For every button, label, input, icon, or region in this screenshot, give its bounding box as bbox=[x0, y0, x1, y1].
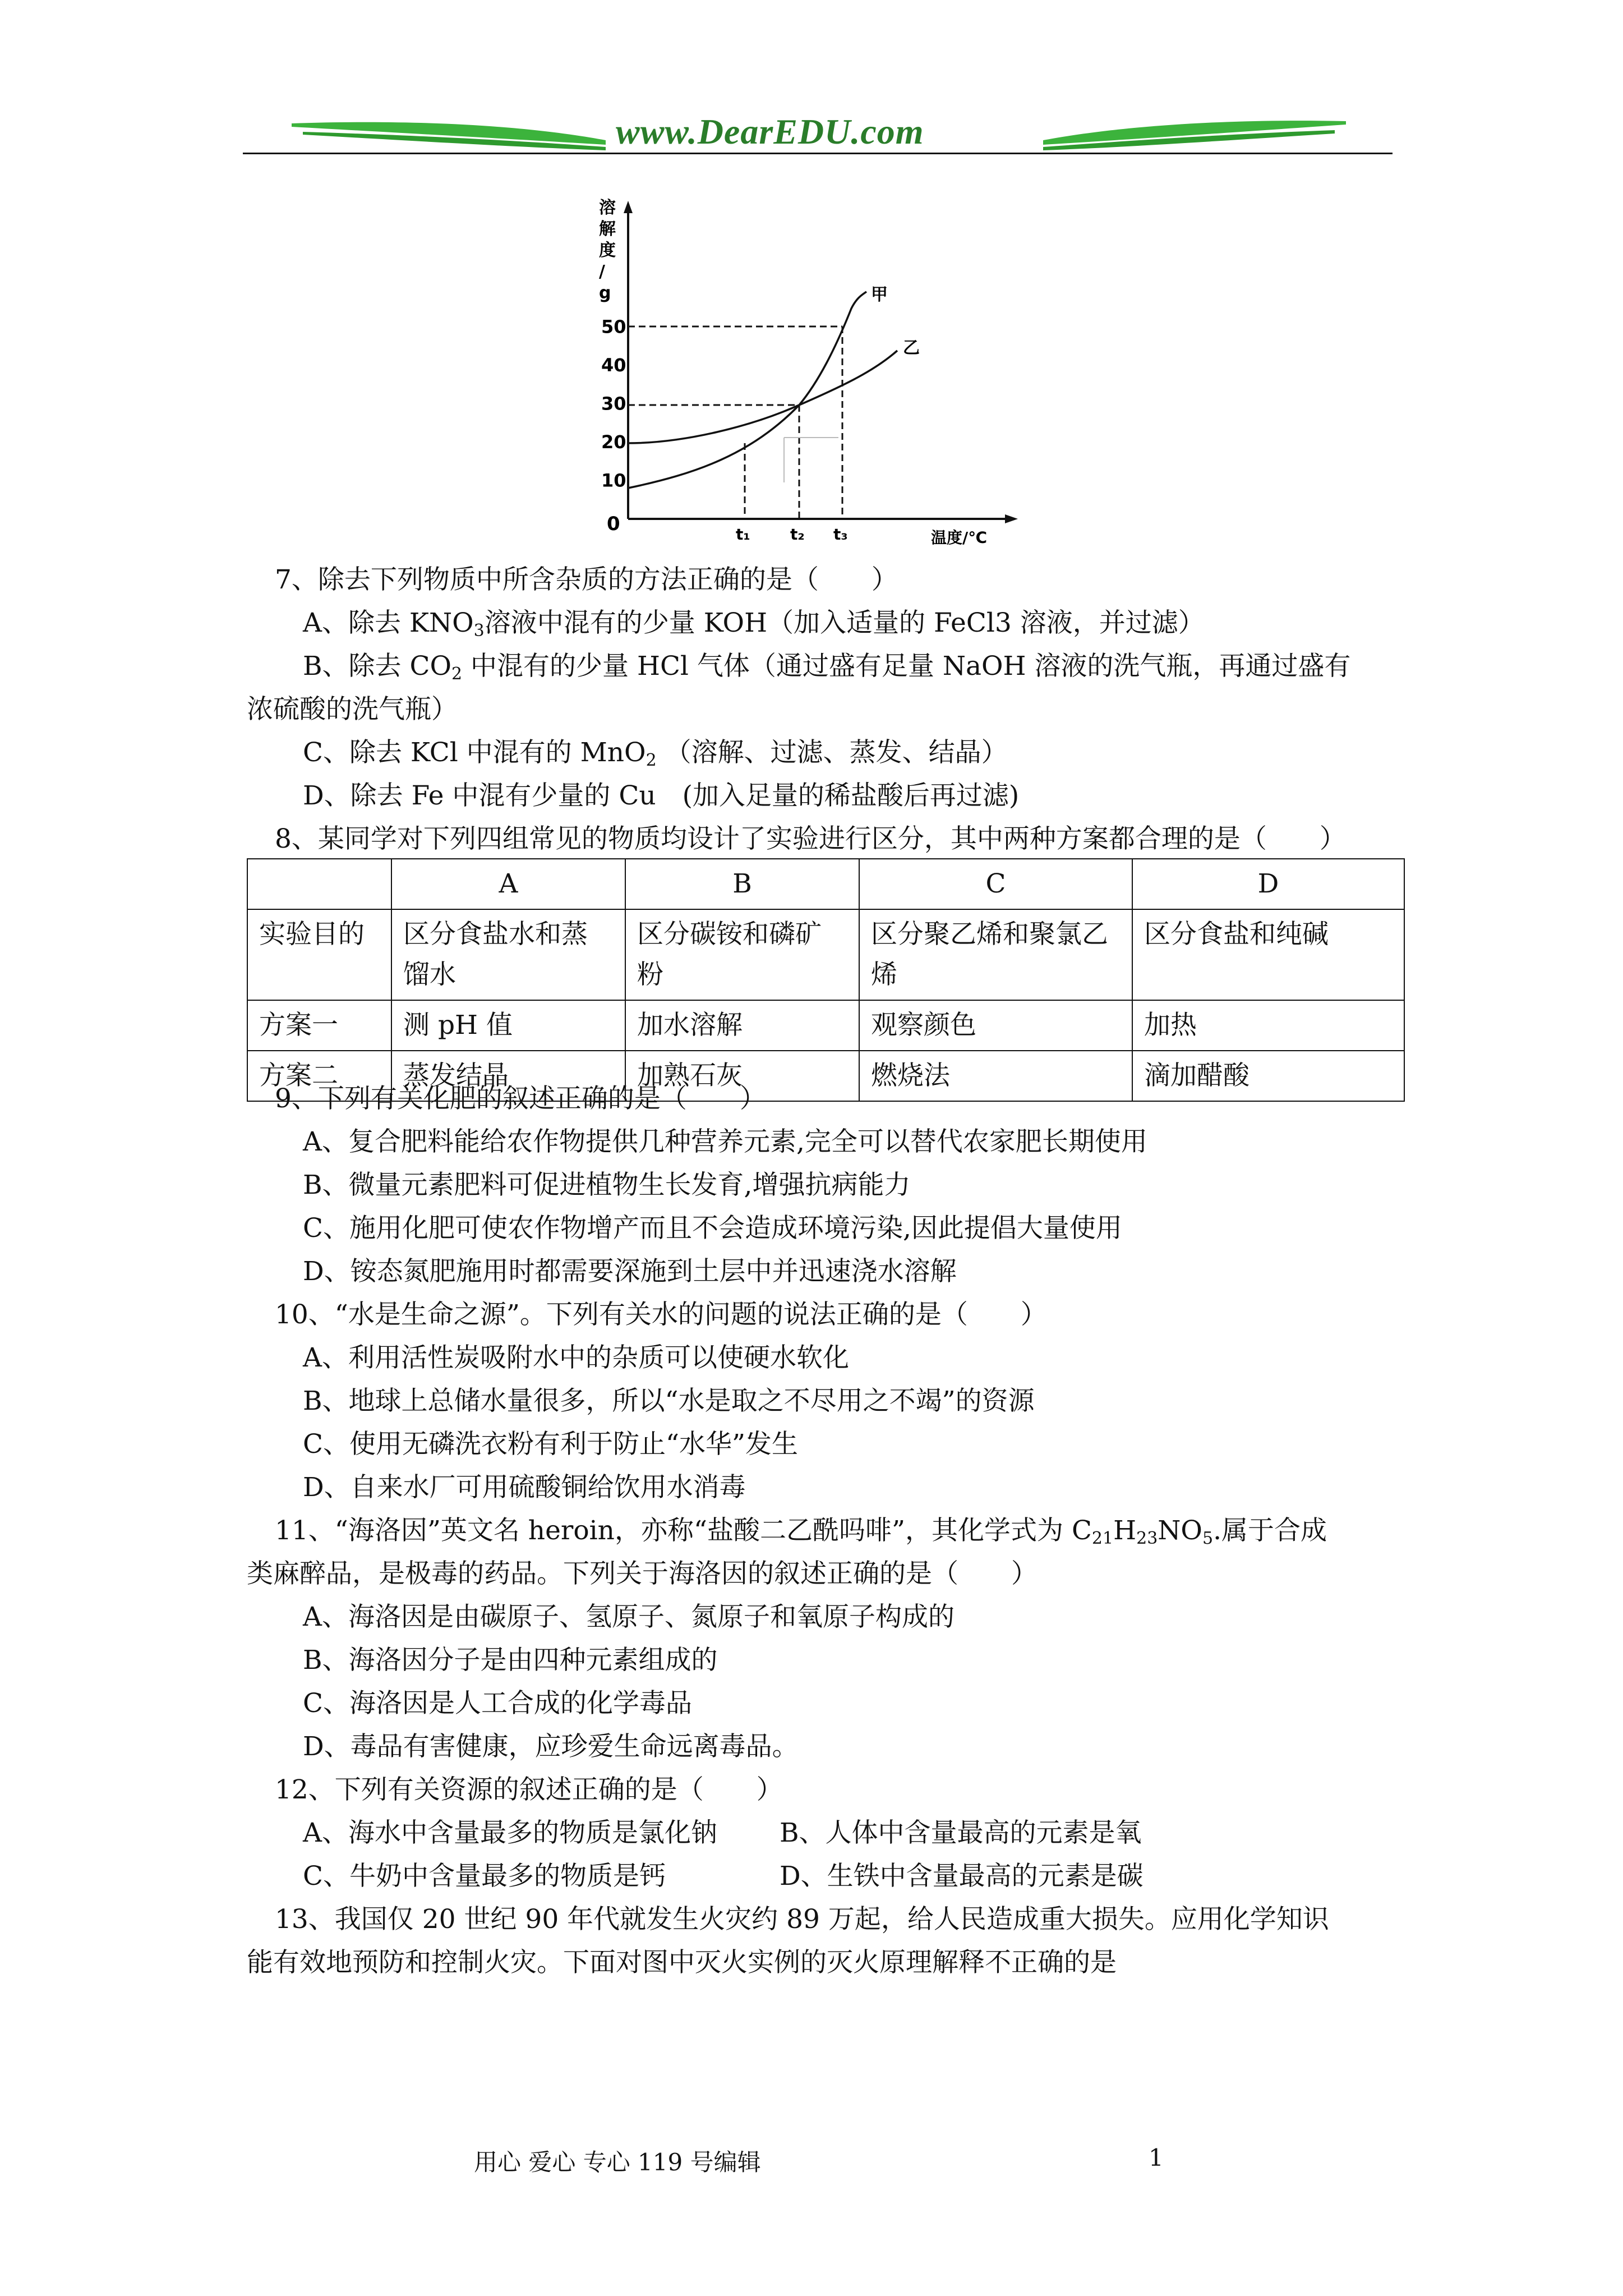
y-tick-label: 40 bbox=[601, 355, 626, 376]
x-tick-label: t₁ bbox=[736, 525, 750, 544]
q12-option-d: D、生铁中含量最高的元素是碳 bbox=[780, 1861, 1144, 1892]
table-cell: C bbox=[859, 859, 1132, 909]
table-cell: 加熟石灰 bbox=[625, 1051, 859, 1101]
series-jia-label: 甲 bbox=[871, 285, 888, 305]
header-rule bbox=[243, 153, 1393, 154]
y-axis-arrow bbox=[624, 201, 633, 213]
table-cell: 区分食盐水和蒸馏水 bbox=[391, 909, 625, 1000]
q7-option-a: A、除去 $KNO_3$溶液中混有的少量 KOH（加入适量的 FeCl3 溶液，并过滤） bbox=[303, 608, 1205, 641]
q13-line1: 13、我国仅 20 世纪 90 年代就发生火灾约 89 万起，给人民造成重大损失。应用化学知识 bbox=[275, 1904, 1329, 1935]
series-yi-line bbox=[628, 351, 897, 443]
table-cell: 方案二 bbox=[247, 1051, 391, 1101]
q12-option-c: C、牛奶中含量最多的物质是钙 bbox=[303, 1861, 666, 1892]
q8-stem: 8、某同学对下列四组常见的物质均设计了实验进行区分，其中两种方案都合理的是（ ） bbox=[275, 823, 1346, 854]
x-axis-arrow bbox=[1005, 514, 1018, 523]
q13-line2: 能有效地预防和控制火灾。下面对图中灭火实例的灭火原理解释不正确的是 bbox=[247, 1947, 1117, 1978]
table-header-row bbox=[247, 859, 1404, 909]
q11-option-d: D、毒品有害健康，应珍爱生命远离毒品。 bbox=[303, 1731, 799, 1762]
q11-stem: 11、“海洛因”英文名 heroin，亦称“盐酸二乙酰吗啡”，其化学式为 $C_{21}H_{23}NO_5$.属于合成 bbox=[275, 1515, 1327, 1548]
x-ticks bbox=[736, 525, 848, 544]
q10-option-a: A、利用活性炭吸附水中的杂质可以使硬水软化 bbox=[303, 1342, 849, 1373]
table-cell: B bbox=[625, 859, 859, 909]
q9-option-b: B、微量元素肥料可促进植物生长发育,增强抗病能力 bbox=[303, 1170, 911, 1200]
q10-option-b: B、地球上总储水量很多，所以“水是取之不尽用之不竭”的资源 bbox=[303, 1386, 1035, 1416]
site-name: www.DearEDU.com bbox=[616, 112, 924, 151]
x-axis-label: 温度/℃ bbox=[931, 528, 988, 547]
q11-option-a: A、海洛因是由碳原子、氢原子、氮原子和氧原子构成的 bbox=[303, 1602, 955, 1632]
y-tick-label: 50 bbox=[601, 316, 626, 338]
q11-option-b: B、海洛因分子是由四种元素组成的 bbox=[303, 1645, 718, 1676]
q12-stem: 12、下列有关资源的叙述正确的是（ ） bbox=[275, 1774, 783, 1805]
table-cell: A bbox=[391, 859, 625, 909]
table-cell: 测 pH 值 bbox=[391, 1000, 625, 1051]
table-cell: 滴加醋酸 bbox=[1132, 1051, 1404, 1101]
table-cell: D bbox=[1132, 859, 1404, 909]
q7-option-c: C、除去 KCl 中混有的 MnO$_2$ （溶解、过滤、蒸发、结晶） bbox=[303, 737, 1008, 770]
y-tick-label: 20 bbox=[601, 431, 626, 453]
q10-option-c: C、使用无磷洗衣粉有利于防止“水华”发生 bbox=[303, 1429, 799, 1460]
footer-text: 用心 爱心 专心 119 号编辑 bbox=[474, 2148, 761, 2176]
table-cell: 蒸发结晶 bbox=[391, 1051, 625, 1101]
q7-option-b: B、除去 $CO_2$ 中混有的少量 HCl 气体（通过盛有足量 NaOH 溶液的洗气瓶，再通过盛有 bbox=[303, 651, 1351, 684]
q9-stem: 9、下列有关化肥的叙述正确的是（ ） bbox=[275, 1083, 766, 1114]
q9-option-c: C、施用化肥可使农作物增产而且不会造成环境污染,因此提倡大量使用 bbox=[303, 1213, 1122, 1244]
table-cell: 加水溶解 bbox=[625, 1000, 859, 1051]
q7-option-d: D、除去 Fe 中混有少量的 Cu (加入足量的稀盐酸后再过滤) bbox=[303, 780, 1020, 811]
q7-option-b-cont: 浓硫酸的洗气瓶） bbox=[247, 694, 458, 725]
q11-option-c: C、海洛因是人工合成的化学毒品 bbox=[303, 1688, 692, 1719]
table-cell: 加热 bbox=[1132, 1000, 1404, 1051]
y-axis-label: 溶 解 度 / g bbox=[599, 198, 616, 303]
q11-stem-cont: 类麻醉品，是极毒的药品。下列关于海洛因的叙述正确的是（ ） bbox=[247, 1558, 1038, 1589]
table-cell: 燃烧法 bbox=[859, 1051, 1132, 1101]
table-row bbox=[247, 1000, 1404, 1051]
series-yi-label: 乙 bbox=[903, 338, 920, 358]
table-cell bbox=[247, 859, 391, 909]
q9-option-a: A、复合肥料能给农作物提供几种营养元素,完全可以替代农家肥长期使用 bbox=[303, 1126, 1147, 1157]
solubility-chart bbox=[583, 191, 1021, 550]
q8-table bbox=[247, 858, 1405, 1102]
y-tick-label: 30 bbox=[601, 393, 626, 415]
table-row bbox=[247, 909, 1404, 1000]
table-cell: 区分聚乙烯和聚氯乙烯 bbox=[859, 909, 1132, 1000]
table-cell: 区分食盐和纯碱 bbox=[1132, 909, 1404, 1000]
q10-stem: 10、“水是生命之源”。下列有关水的问题的说法正确的是（ ） bbox=[275, 1299, 1047, 1330]
table-cell: 观察颜色 bbox=[859, 1000, 1132, 1051]
q12-option-a: A、海水中含量最多的物质是氯化钠 bbox=[303, 1818, 717, 1848]
q9-option-d: D、铵态氮肥施用时都需要深施到土层中并迅速浇水溶解 bbox=[303, 1256, 957, 1287]
origin-label: 0 bbox=[607, 513, 620, 535]
x-tick-label: t₃ bbox=[833, 525, 848, 544]
q10-option-d: D、自来水厂可用硫酸铜给饮用水消毒 bbox=[303, 1472, 746, 1503]
x-tick-label: t₂ bbox=[790, 525, 805, 544]
y-tick-label: 10 bbox=[601, 470, 626, 491]
table-cell: 实验目的 bbox=[247, 909, 391, 1000]
table-cell: 方案一 bbox=[247, 1000, 391, 1051]
page-number: 1 bbox=[1149, 2144, 1164, 2171]
q12-option-b: B、人体中含量最高的元素是氧 bbox=[780, 1818, 1142, 1848]
table-cell: 区分碳铵和磷矿粉 bbox=[625, 909, 859, 1000]
y-ticks bbox=[601, 316, 626, 491]
q7-stem: 7、除去下列物质中所含杂质的方法正确的是（ ） bbox=[275, 564, 898, 595]
